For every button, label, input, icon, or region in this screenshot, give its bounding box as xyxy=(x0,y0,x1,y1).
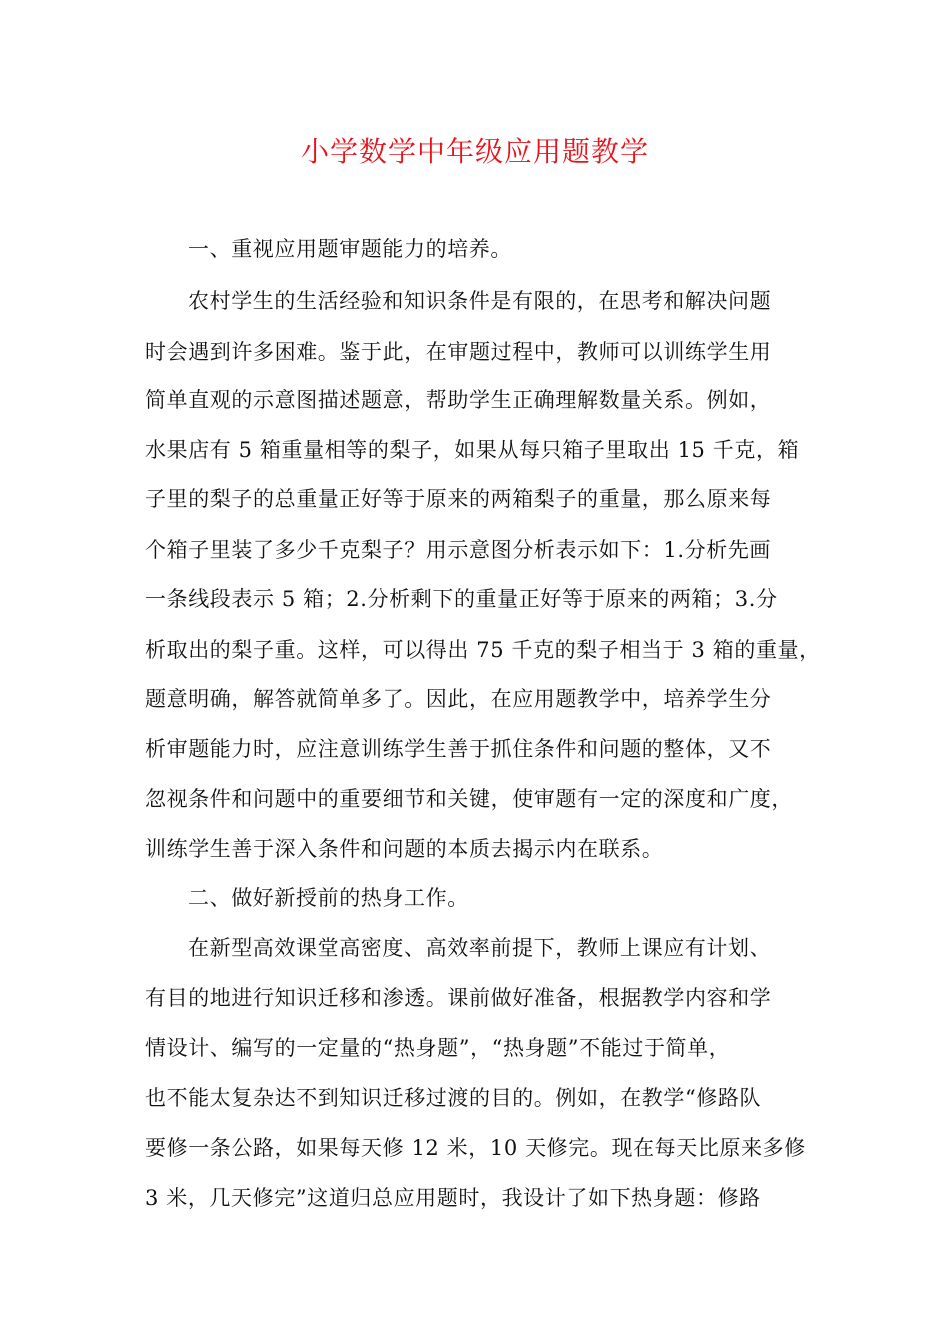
paragraph-line: 析取出的梨子重。这样，可以得出 75 千克的梨子相当于 3 箱的重量， xyxy=(145,638,821,662)
paragraph-line: 在新型高效课堂高密度、高效率前提下，教师上课应有计划、 xyxy=(188,936,772,960)
paragraph-line: 也不能太复杂达不到知识迁移过渡的目的。例如，在教学“修路队 xyxy=(145,1086,762,1110)
paragraph-line: 析审题能力时，应注意训练学生善于抓住条件和问题的整体，又不 xyxy=(145,737,772,761)
section-heading-1: 一、重视应用题审题能力的培养。 xyxy=(188,237,512,261)
paragraph-line: 个箱子里装了多少千克梨子？用示意图分析表示如下：1.分析先画 xyxy=(145,538,772,562)
paragraph-line: 农村学生的生活经验和知识条件是有限的，在思考和解决问题 xyxy=(188,289,772,313)
paragraph-line: 简单直观的示意图描述题意，帮助学生正确理解数量关系。例如， xyxy=(145,388,772,412)
section-heading-2: 二、做好新授前的热身工作。 xyxy=(188,886,469,910)
document-title: 小学数学中年级应用题教学 xyxy=(300,135,649,168)
paragraph-line: 子里的梨子的总重量正好等于原来的两箱梨子的重量，那么原来每 xyxy=(145,487,772,511)
paragraph-line: 时会遇到许多困难。鉴于此，在审题过程中，教师可以训练学生用 xyxy=(145,340,772,364)
paragraph-line: 水果店有 5 箱重量相等的梨子，如果从每只箱子里取出 15 千克，箱 xyxy=(145,438,800,462)
paragraph-line: 3 米，几天修完”这道归总应用题时，我设计了如下热身题：修路 xyxy=(145,1186,761,1210)
paragraph-line: 情设计、编写的一定量的“热身题”，“热身题”不能过于简单， xyxy=(145,1036,731,1060)
paragraph-line: 一条线段表示 5 箱；2.分析剩下的重量正好等于原来的两箱；3.分 xyxy=(145,587,778,611)
paragraph-line: 有目的地进行知识迁移和渗透。课前做好准备，根据教学内容和学 xyxy=(145,986,772,1010)
paragraph-line: 题意明确，解答就简单多了。因此，在应用题教学中，培养学生分 xyxy=(145,687,772,711)
paragraph-line: 忽视条件和问题中的重要细节和关键，使审题有一定的深度和广度， xyxy=(145,787,793,811)
paragraph-line: 要修一条公路，如果每天修 12 米，10 天修完。现在每天比原来多修 xyxy=(145,1136,806,1160)
paragraph-line: 训练学生善于深入条件和问题的本质去揭示内在联系。 xyxy=(145,837,664,861)
